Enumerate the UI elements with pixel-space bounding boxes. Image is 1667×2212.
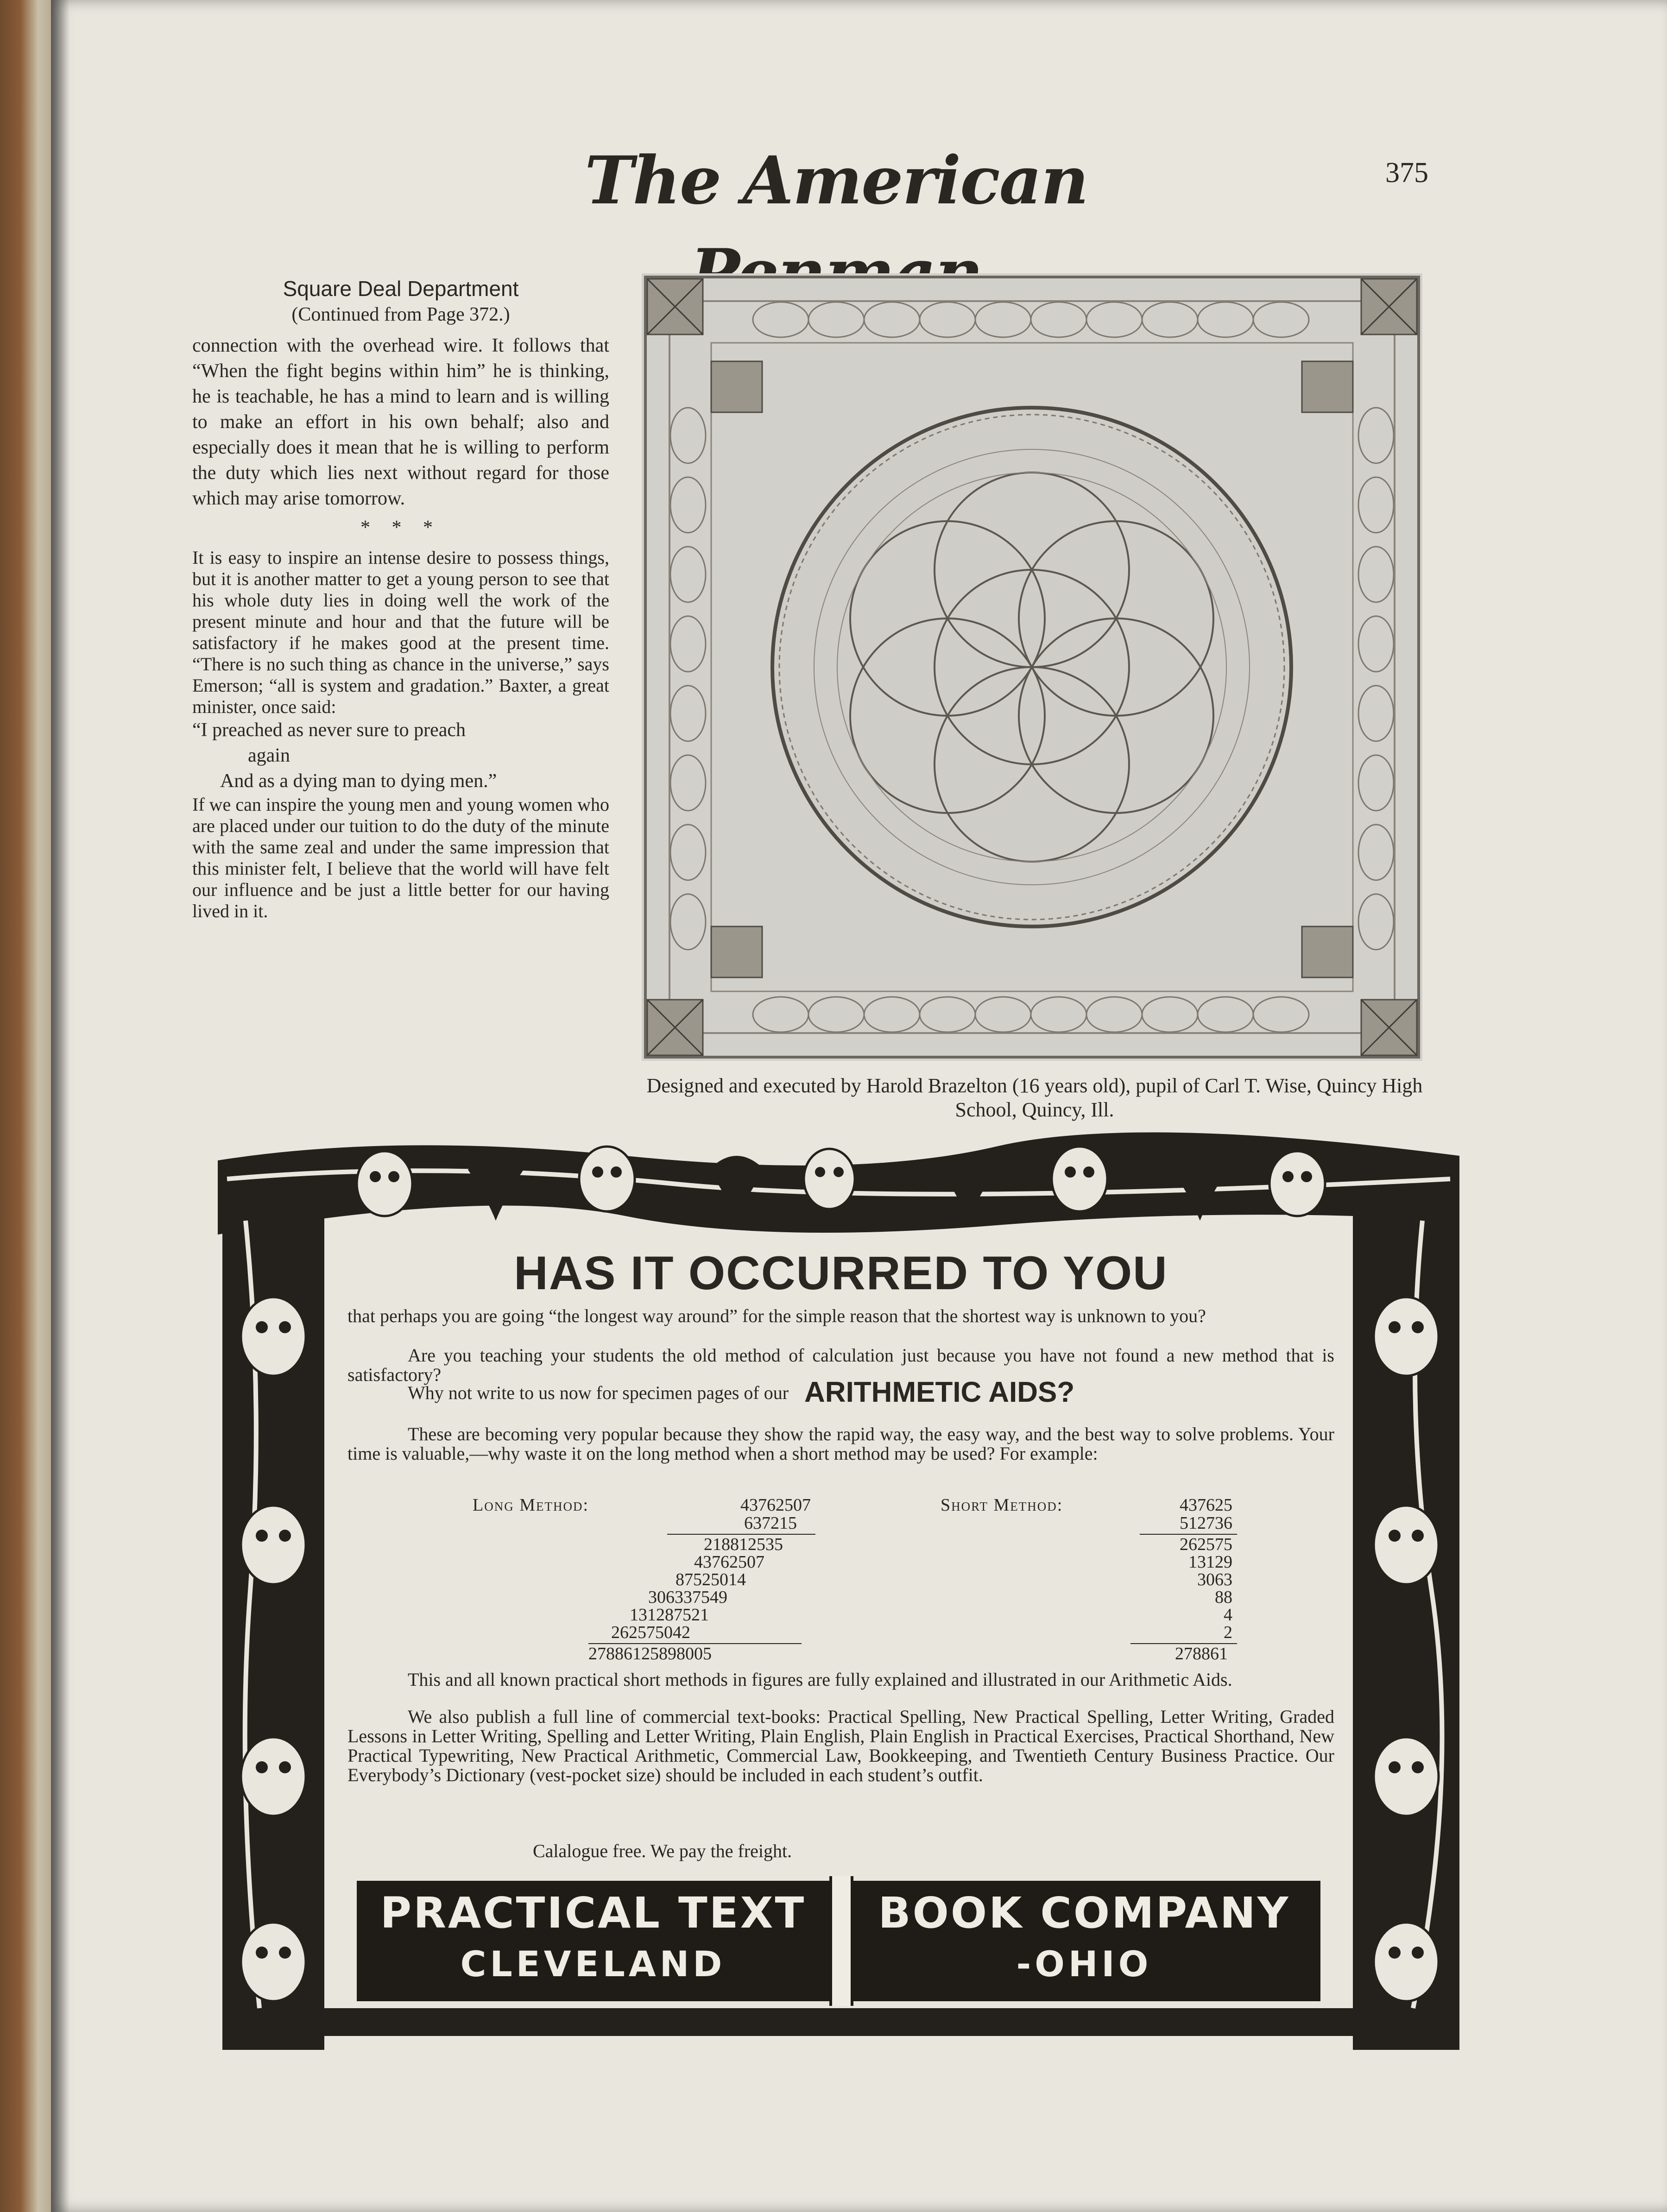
long-method-result: 27886125898005 <box>588 1644 712 1664</box>
section-break: * * * <box>360 517 441 538</box>
short-partial-6: 2 <box>1224 1623 1232 1642</box>
gutter-shadow <box>51 0 69 2212</box>
publisher-city: CLEVELAND <box>460 1943 726 1985</box>
article-paragraph-1: connection with the overhead wire. It follows that “When the fight begins within him” he is thinking, he is teachable, he has a mind to learn and is willing to make an effort in his own behalf; also and especially does it mean that he is willing to perform the duty which lies next without regard for those which may arise tomorrow. <box>192 335 609 509</box>
ad-paragraph-3 <box>347 1376 1334 1408</box>
short-method-label: Short Method: <box>941 1495 1063 1515</box>
long-partial-5: 131287521 <box>630 1605 709 1625</box>
ad-paragraph-2: Are you teaching your students the old method of calculation just because you have not found a new method that is satisfactory? <box>347 1345 1334 1385</box>
publisher-state: -OHIO <box>1016 1943 1152 1985</box>
arithmetic-aids-emphasis: ARITHMETIC AIDS? <box>804 1376 1075 1408</box>
ad-headline: HAS IT OCCURRED TO YOU <box>514 1247 1168 1299</box>
article-paragraph-2: It is easy to inspire an intense desire to possess things, but it is another matter to get a young person to see that his whole duty lies in doing well the work of the present minute and hour and that the future will be satisfactory if he makes good at the present time. “There is no such thing as chance in the universe,” says Emerson; “all is system and gradation.” Baxter, a great minister, once said: <box>192 547 609 717</box>
long-partial-2: 43762507 <box>694 1552 764 1572</box>
long-method-multiplicand: 43762507 <box>740 1495 811 1515</box>
long-method-multiplier: 637215 <box>744 1513 797 1533</box>
long-partial-1: 218812535 <box>704 1535 783 1554</box>
long-partial-6: 262575042 <box>611 1623 690 1642</box>
article-continued-note: (Continued from Page 372.) <box>291 304 510 325</box>
long-partial-4: 306337549 <box>648 1588 727 1607</box>
article-title: Square Deal Department <box>283 277 519 301</box>
short-method-multiplier: 512736 <box>1180 1513 1232 1533</box>
ad-paragraph-6-tail: Calalogue free. We pay the freight. <box>533 1840 792 1861</box>
ad-paragraph-4: These are becoming very popular because they show the rapid way, the easy way, and the best way to solve problems. Your time is valuable,—why waste it on the long method when a short method may be used? For example: <box>347 1424 1334 1464</box>
short-method-result: 278861 <box>1175 1644 1228 1664</box>
pen-flourish-artwork <box>642 273 1422 1061</box>
ad-paragraph-6: We also publish a full line of commercial text-books: Practical Spelling, New Practical Spelling, Letter Writing, Graded Lessons in Letter Writing, Spelling and Letter Writing, Plain English, Plain English in Practical Exercises, Practical Shorthand, New Practical Typewriting, New Practical Arithmetic, Commercial Law, Bookkeeping, and Twentieth Century Business Practice. Our Everybody’s Dictionary (vest-pocket size) should be included in each student’s outfit. <box>347 1706 1334 1785</box>
advertisement <box>208 1128 1469 2094</box>
ad-paragraph-5: This and all known practical short methods in figures are fully explained and illustrated in our Arithmetic Aids. <box>408 1669 1232 1690</box>
article-paragraph-3: If we can inspire the young men and young women who are placed under our tuition to do the duty of the minute with the same zeal and under the same impression that this minister felt, I believe that the world will have felt our influence and be just a little better for our having lived in it. <box>192 794 609 921</box>
artwork-caption: Designed and executed by Harold Brazelton (16 years old), pupil of Carl T. Wise, Quincy High School, Quincy, Ill. <box>646 1074 1423 1121</box>
publisher-banner-right <box>848 1881 1320 2001</box>
short-partial-5: 4 <box>1224 1605 1232 1625</box>
previous-page-edge <box>0 0 51 2212</box>
masthead-title: The American <box>585 142 1088 219</box>
ad-paragraph-1: that perhaps you are going “the longest way around” for the simple reason that the shortest way is unknown to you? <box>347 1305 1206 1326</box>
short-partial-4: 88 <box>1215 1588 1232 1607</box>
page-number: 375 <box>1385 157 1428 189</box>
publisher-banner-left <box>357 1881 829 2001</box>
artwork-illustration <box>642 273 1422 1061</box>
ad-paragraph-3-text: Why not write to us now for specimen pages of our <box>408 1382 789 1403</box>
short-partial-2: 13129 <box>1188 1552 1232 1572</box>
short-partial-3: 3063 <box>1197 1570 1232 1589</box>
quote-line-1-continued: again <box>248 745 290 766</box>
short-partial-1: 262575 <box>1180 1535 1232 1554</box>
quote-line-2: And as a dying man to dying men.” <box>220 770 497 792</box>
quote-line-1: “I preached as never sure to preach <box>192 719 466 741</box>
publisher-name-line-1: PRACTICAL TEXT <box>380 1888 806 1938</box>
short-method-multiplicand: 437625 <box>1180 1495 1232 1515</box>
long-method-label: Long Method: <box>473 1495 589 1515</box>
publisher-name-line-2: BOOK COMPANY <box>878 1888 1290 1938</box>
article-column <box>192 276 609 922</box>
long-partial-3: 87525014 <box>676 1570 746 1589</box>
publisher-banner <box>357 1881 1320 2001</box>
